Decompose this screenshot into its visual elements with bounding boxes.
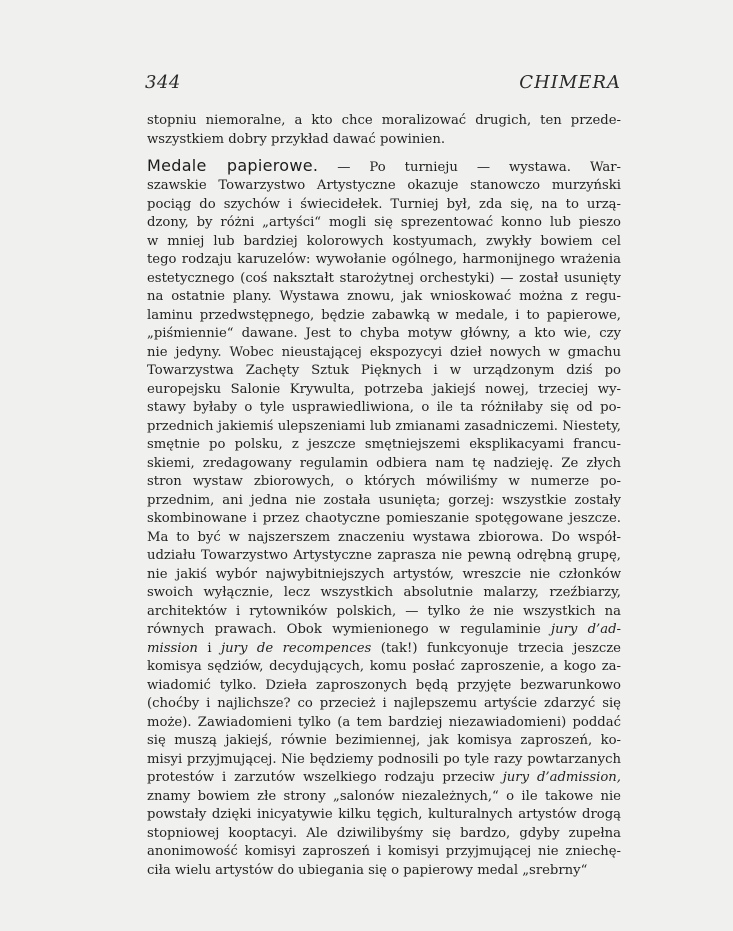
text-span: skombinowane i przez chaotyczne pomieszanie spotęgowane jeszcze.	[147, 511, 621, 526]
text-line	[147, 658, 621, 677]
text-line	[147, 344, 621, 363]
text-line	[147, 155, 621, 177]
text-span: przednim, ani jedna nie została usunięta; gorzej: wszystkie zostały	[147, 492, 621, 508]
italic-term: mission	[147, 640, 198, 656]
journal-title: CHIMERA	[519, 72, 621, 93]
text-line	[147, 112, 621, 131]
text-span: stawy byłaby o tyle usprawiedliwiona, o ile ta różniłaby się od po-	[147, 400, 621, 415]
text-span: stron wystaw zbiorowych, o których mówiliśmy w numerze po-	[147, 474, 621, 489]
text-span: wszystkiem dobry przykład dawać powinien.	[147, 131, 446, 147]
text-line	[147, 584, 621, 603]
text-span: pociąg do szychów i świecidełek. Turniej był, zda się, na to urzą-	[147, 196, 621, 212]
text-span: nie jedyny. Wobec nieustającej ekspozycyi dzieł nowych w gmachu	[147, 344, 621, 360]
text-span: laminu przedwstępnego, będzie zabawką w medale, i to papierowe,	[147, 307, 621, 323]
text-span: komisya sędziów, decydujących, komu posłać zaproszenie, a kogo za-	[147, 659, 621, 674]
text-line	[147, 529, 621, 548]
text-line	[147, 307, 621, 326]
text-span: misyi przyjmującej. Nie będziemy podnosili po tyle razy powtarzanych	[147, 751, 621, 767]
text-line	[147, 843, 621, 862]
section-heading: Medale papierowe.	[147, 156, 319, 175]
text-span: znamy bowiem złe strony „salonów niezależnych,“ o ile takowe nie	[147, 788, 621, 804]
text-span: (tak!) funkcyonuje trzecia jeszcze	[371, 640, 621, 656]
text-line	[147, 473, 621, 492]
text-span: powstały dzięki inicyatywie kilku tęgich, kulturalnych artystów drogą	[147, 807, 621, 822]
text-span: estetycznego (coś nakształt starożytnej orchestyki) — został usunięty	[147, 270, 621, 286]
text-line	[147, 769, 621, 788]
text-line	[147, 621, 621, 640]
text-span: stopniu niemoralne, a kto chce moralizować drugich, ten przede-	[147, 113, 621, 128]
text-span: przednich jakiemiś ulepszeniami lub zmianami zasadniczemi. Niestety,	[147, 418, 621, 434]
text-span: Ma to być w najszerszem znaczeniu wystawa zbiorowa. Do współ-	[147, 529, 621, 545]
italic-term: jury d’ad-	[551, 622, 621, 637]
text-span: — Po turnieju — wystawa. War-	[318, 160, 621, 175]
text-line	[147, 381, 621, 400]
text-span: się muszą jakiejś, równie bezimiennej, jak komisya zaproszeń, ko-	[147, 733, 621, 748]
text-span: tego rodzaju karuzelów: wywołanie ogólnego, harmonijnego wrażenia	[147, 252, 621, 267]
text-line	[147, 177, 621, 196]
text-line	[147, 436, 621, 455]
text-line	[147, 677, 621, 696]
text-line	[147, 751, 621, 770]
text-line	[147, 714, 621, 733]
text-line	[147, 492, 621, 511]
text-line	[147, 566, 621, 585]
text-line	[147, 214, 621, 233]
text-line	[147, 547, 621, 566]
text-line	[147, 325, 621, 344]
text-line	[147, 862, 621, 881]
text-span: smętnie po polsku, z jeszcze smętniejszemi eksplikacyami francu-	[147, 437, 621, 452]
text-span: skiemi, zredagowany regulamin odbiera nam tę nadzieję. Ze złych	[147, 455, 621, 471]
text-line	[147, 455, 621, 474]
text-line	[147, 251, 621, 270]
running-head	[145, 72, 621, 98]
text-span: (choćby i najlichsze? co przecież i najlepszemu artyście zdarzyć się	[147, 696, 621, 711]
text-line	[147, 233, 621, 252]
text-line	[147, 196, 621, 215]
text-line	[147, 418, 621, 437]
text-line	[147, 362, 621, 381]
text-line	[147, 131, 621, 150]
text-line	[147, 603, 621, 622]
text-line	[147, 825, 621, 844]
text-line	[147, 695, 621, 714]
text-line	[147, 399, 621, 418]
text-line	[147, 288, 621, 307]
text-line	[147, 788, 621, 807]
text-span: swoich wyłącznie, lecz wszystkich absolutnie malarzy, rzeźbiarzy,	[147, 585, 621, 600]
text-span: na ostatnie plany. Wystawa znowu, jak wnioskować można z regu-	[147, 289, 621, 304]
text-line	[147, 270, 621, 289]
text-line	[147, 510, 621, 529]
text-span: anonimowość komisyi zaproszeń i komisyi przyjmującej nie zniechę-	[147, 844, 621, 859]
text-span: nie jakiś wybór najwybitniejszych artystów, wreszcie nie członków	[147, 566, 621, 582]
text-span: europejsku Salonie Krywulta, potrzeba jakiejś nowej, trzeciej wy-	[147, 381, 621, 397]
text-span: Towarzystwa Zachęty Sztuk Pięknych i w urządzonym dziś po	[147, 363, 621, 378]
text-line	[147, 806, 621, 825]
body-text	[147, 112, 621, 880]
text-span: wiadomić tylko. Dzieła zaproszonych będą przyjęte bezwarunkowo	[147, 677, 621, 693]
text-span: dzony, by różni „artyści“ mogli się sprezentować konno lub pieszo	[147, 215, 621, 230]
text-span: protestów i zarzutów wszelkiego rodzaju przeciw	[147, 770, 503, 785]
text-span: architektów i rytowników polskich, — tylko że nie wszystkich na	[147, 603, 621, 619]
text-span: równych prawach. Obok wymienionego w regulaminie	[147, 622, 552, 637]
text-line	[147, 732, 621, 751]
text-span: w mniej lub bardziej kolorowych kostyumach, zwykły bowiem cel	[147, 233, 621, 249]
text-span: szawskie Towarzystwo Artystyczne okazuje stanowczo murzyński	[147, 178, 621, 193]
text-span: i	[197, 640, 222, 656]
text-span: „piśmiennie“ dawane. Jest to chyba motyw główny, a kto wie, czy	[147, 326, 621, 341]
page-number: 344	[145, 72, 181, 93]
text-line	[147, 640, 621, 659]
text-span: może). Zawiadomieni tylko (a tem bardziej niezawiadomieni) poddać	[147, 714, 621, 730]
italic-term: jury d’admission,	[502, 770, 621, 785]
text-span: udziału Towarzystwo Artystyczne zaprasza nie pewną odrębną grupę,	[147, 548, 621, 563]
text-span: ciła wielu artystów do ubiegania się o papierowy medal „srebrny“	[147, 862, 588, 878]
text-span: stopniowej kooptacyi. Ale dziwilibyśmy się bardzo, gdyby zupełna	[147, 825, 621, 841]
italic-term: jury de recompences	[221, 640, 372, 656]
